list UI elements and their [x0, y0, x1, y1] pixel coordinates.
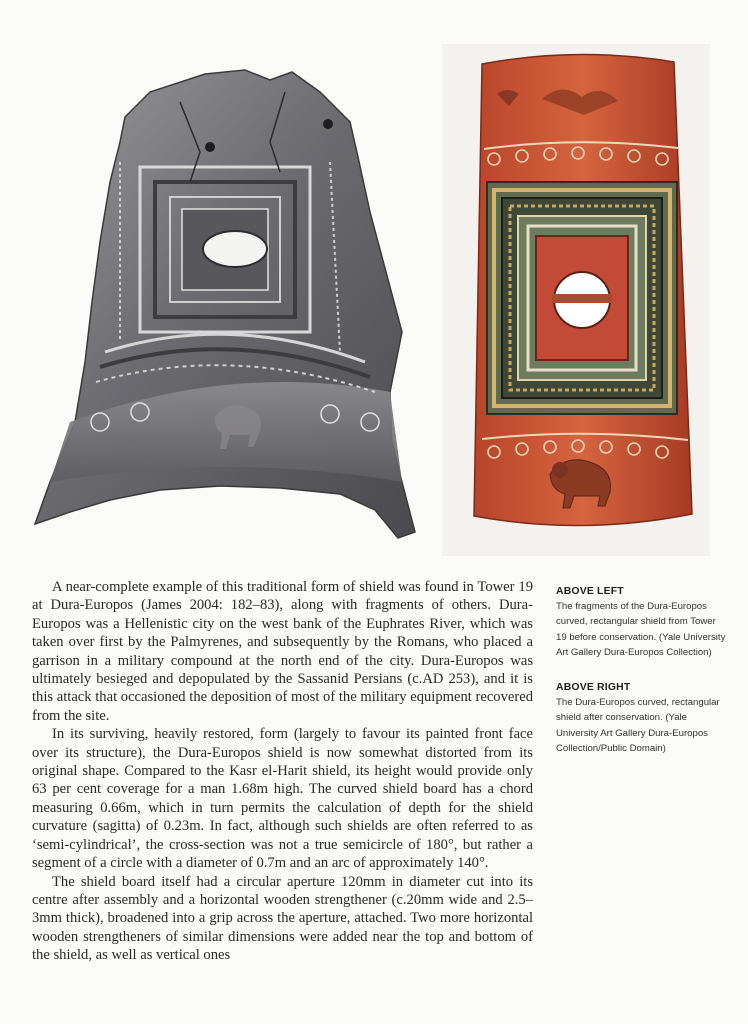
body-paragraph: In its surviving, heavily restored, form (largely to favour its painted front face over its structure), the Dura-Europos shield is now somewhat distorted from its original shape. Compared to the Kasr el-Harit shield, its height would provide only 63 per cent coverage for a man 1.68m high. The curved shield board has a chord measuring 0.66m, which in turn permits the calculation of depth for the shield curvature (sagitta) of 0.23m. In fact, although such shields are often referred to as ‘semi-cylindrical’, the cross-section was not a true semicircle of 180°, but rather a segment of a circle with a diameter of 0.7m and an arc of approximately 140°. — [32, 726, 533, 872]
body-text — [32, 578, 533, 965]
body-paragraph: The shield board itself had a circular aperture 120mm in diameter cut into its centre after assembly and a horizontal wooden strengthener (c.20mm wide and 2.5–3mm thick), broadened into a grip across the aperture, attached. Two more horizontal wooden strengtheners of similar dimensions were added near the top and bottom of the shield, as well as vertical ones — [32, 873, 533, 964]
painted-shield-photo — [442, 44, 710, 556]
shield-fragments-photo — [30, 62, 420, 550]
caption-heading: ABOVE LEFT — [556, 586, 624, 597]
painted-shield-illustration — [442, 44, 710, 556]
body-paragraph: A near-complete example of this traditional form of shield was found in Tower 19 at Dura-Europos (James 2004: 182–83), along with fragments of others. Dura-Europos was a Hellenistic city on the west bank of the Euphrates River, which was taken over first by the Palmyrenes, and subsequently by the Romans, who placed a garrison in a military compound at the north end of the city. Dura-Europos was ultimately besieged and depopulated by the Sassanid Persians (c.AD 253), and it is this attack that occasioned the deposition of most of the military equipment recovered from the site. — [32, 579, 533, 724]
captions-column — [556, 584, 726, 776]
caption-above-right — [556, 680, 726, 756]
caption-text: The fragments of the Dura-Europos curved, rectangular shield from Tower 19 before conservation. (Yale University Art Gallery Dura-Europos Collection) — [556, 601, 726, 658]
caption-above-left — [556, 584, 726, 660]
caption-heading: ABOVE RIGHT — [556, 682, 631, 694]
caption-text: The Dura-Europos curved, rectangular shield after conservation. (Yale University Art Gallery Dura-Europos Collection/Public Domain) — [556, 697, 720, 754]
shield-fragments-illustration — [30, 62, 420, 550]
